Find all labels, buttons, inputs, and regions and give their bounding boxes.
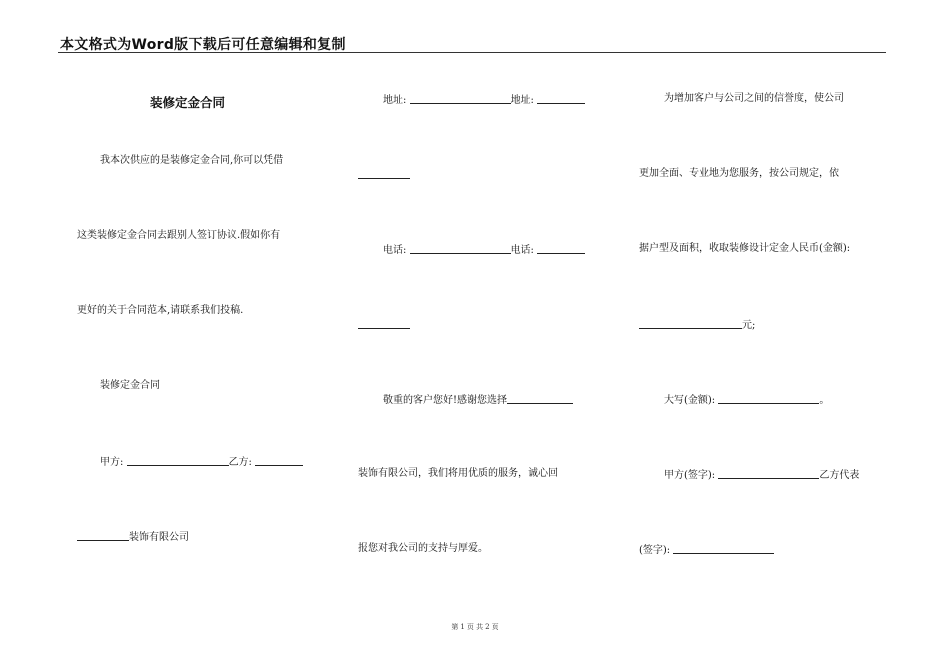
party-b-label: 乙方: <box>228 457 252 468</box>
capital-amount-blank <box>718 393 819 404</box>
party-a-label: 甲方: <box>100 457 124 468</box>
document-header-banner: 本文格式为Word版下载后可任意编辑和复制 <box>60 37 346 53</box>
body-line-2: 报您对我公司的支持与厚爱。 <box>358 543 488 554</box>
signature-line-b <box>639 543 774 557</box>
phone-b-label: 电话: <box>510 245 534 256</box>
party-b-signature-blank <box>673 543 774 554</box>
header-divider <box>58 52 886 53</box>
footer-suffix: 页 <box>491 623 499 631</box>
phone-a-label: 电话: <box>383 245 407 256</box>
address-b-label: 地址: <box>510 95 534 106</box>
address-a-blank <box>410 93 511 104</box>
footer-total-pages: 2 <box>485 623 490 631</box>
address-line <box>383 93 585 107</box>
party-line <box>100 455 303 469</box>
document-title: 装修定金合同 <box>150 95 226 110</box>
phone-a-blank <box>410 243 511 254</box>
footer-prefix: 第 <box>451 623 459 631</box>
intro-line-3: 更好的关于合同范本,请联系我们投稿. <box>77 305 244 316</box>
address-b-blank <box>537 93 585 104</box>
signature-line-a <box>664 468 859 482</box>
deposit-para-line-1: 为增加客户与公司之间的信誉度，使公司 <box>664 93 844 104</box>
company-name-blank <box>77 530 129 541</box>
company-line <box>77 530 189 544</box>
deposit-para-line-3: 据户型及面积，收取装修设计定金人民币(金额): <box>639 243 851 254</box>
phone-line <box>383 243 585 257</box>
selected-company-blank <box>507 393 573 404</box>
company-suffix: 装饰有限公司 <box>129 532 189 543</box>
yuan-unit: 元; <box>742 320 756 331</box>
deposit-amount-line <box>639 318 755 332</box>
phone-continuation-blank <box>358 318 410 329</box>
party-b-blank <box>255 455 303 466</box>
phone-continuation-line <box>358 318 410 332</box>
deposit-amount-blank <box>639 318 742 329</box>
contract-subtitle: 装修定金合同 <box>100 380 160 391</box>
party-a-signature-blank <box>718 468 819 479</box>
greeting-text: 敬重的客户您好!感谢您选择 <box>383 395 508 406</box>
footer-page-number: 1 <box>460 623 465 631</box>
party-a-signature-label: 甲方(签字): <box>664 470 716 481</box>
address-continuation-line <box>358 168 410 182</box>
greeting-line <box>383 393 573 407</box>
phone-b-blank <box>537 243 585 254</box>
intro-line-1: 我本次供应的是装修定金合同,你可以凭借 <box>100 155 284 166</box>
footer-mid: 页 共 <box>466 623 484 631</box>
deposit-para-line-2: 更加全面、专业地为您服务，按公司规定，依 <box>639 168 839 179</box>
party-a-blank <box>127 455 229 466</box>
address-a-label: 地址: <box>383 95 407 106</box>
body-line-1: 装饰有限公司，我们将用优质的服务，诚心回 <box>358 468 558 479</box>
capital-amount-label: 大写(金额): <box>664 395 716 406</box>
party-b-representative-label: 乙方代表 <box>819 470 860 481</box>
capital-amount-end: 。 <box>819 395 830 406</box>
intro-line-2: 这类装修定金合同去跟别人签订协议.假如你有 <box>77 230 281 241</box>
party-b-signature-label: (签字): <box>639 545 671 556</box>
page-footer <box>0 622 950 632</box>
address-continuation-blank <box>358 168 410 179</box>
capital-amount-line <box>664 393 829 407</box>
